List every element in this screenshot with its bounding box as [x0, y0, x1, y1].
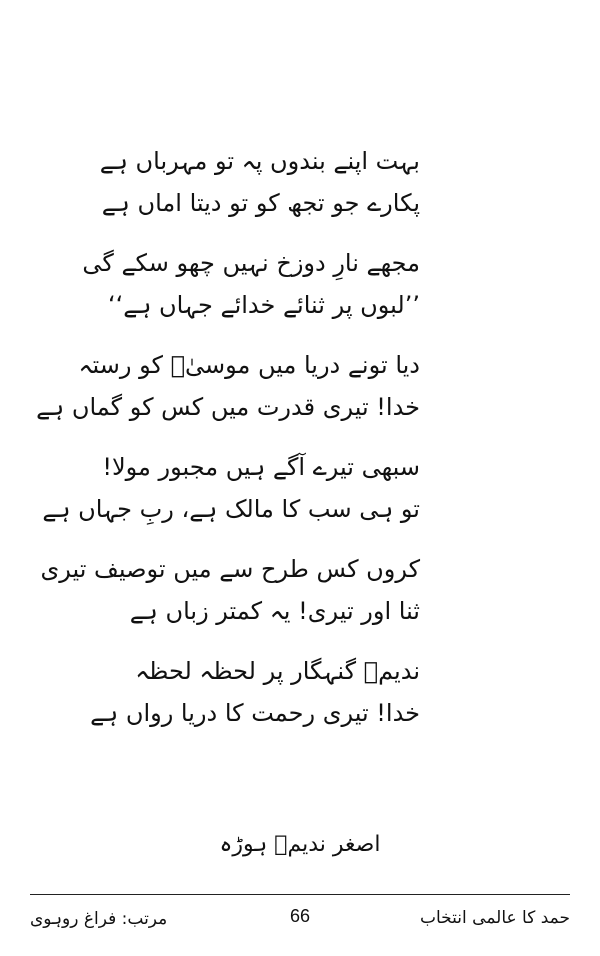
page-number: 66	[289, 906, 311, 926]
verse-line: بہت اپنے بندوں پہ تو مہرباں ہے	[99, 147, 420, 175]
verse-line: کروں کس طرح سے میں توصیف تیری	[40, 555, 420, 583]
stanza-4	[42, 446, 420, 530]
book-title: حمد کا عالمی انتخاب	[420, 908, 570, 928]
verse-line: ثنا اور تیری! یہ کمتر زباں ہے	[129, 597, 420, 625]
page-footer	[30, 900, 570, 940]
verse-line: دیا تونے دریا میں موسیٰؑ کو رستہ	[78, 351, 420, 379]
verse-line: ندیمؔ گنہگار پر لحظہ لحظہ	[135, 657, 420, 685]
verse-line: خدا! تیری رحمت کا دریا رواں ہے	[90, 699, 420, 727]
verse-line: تو ہی سب کا مالک ہے، ربِ جہاں ہے	[42, 495, 420, 523]
stanza-3	[36, 344, 420, 428]
verse-line: پکارے جو تجھ کو تو دیتا اماں ہے	[101, 189, 420, 217]
poem	[0, 140, 600, 752]
poet-name: اصغر ندیمؔ ہوڑہ	[219, 832, 381, 857]
stanza-2	[82, 242, 420, 326]
verse-line: ’’لبوں پر ثنائے خدائے جہاں ہے‘‘	[108, 291, 420, 319]
verse-line: مجھے نارِ دوزخ نہیں چھو سکے گی	[82, 249, 420, 277]
stanza-5	[40, 548, 420, 632]
verse-line: خدا! تیری قدرت میں کس کو گماں ہے	[36, 393, 420, 421]
stanza-1	[99, 140, 420, 224]
stanza-6	[90, 650, 420, 734]
compiler-credit: مرتب: فراغ روہوی	[30, 909, 168, 929]
footer-divider	[30, 894, 570, 895]
verse-line: سبھی تیرے آگے ہیں مجبور مولا!	[102, 453, 420, 481]
